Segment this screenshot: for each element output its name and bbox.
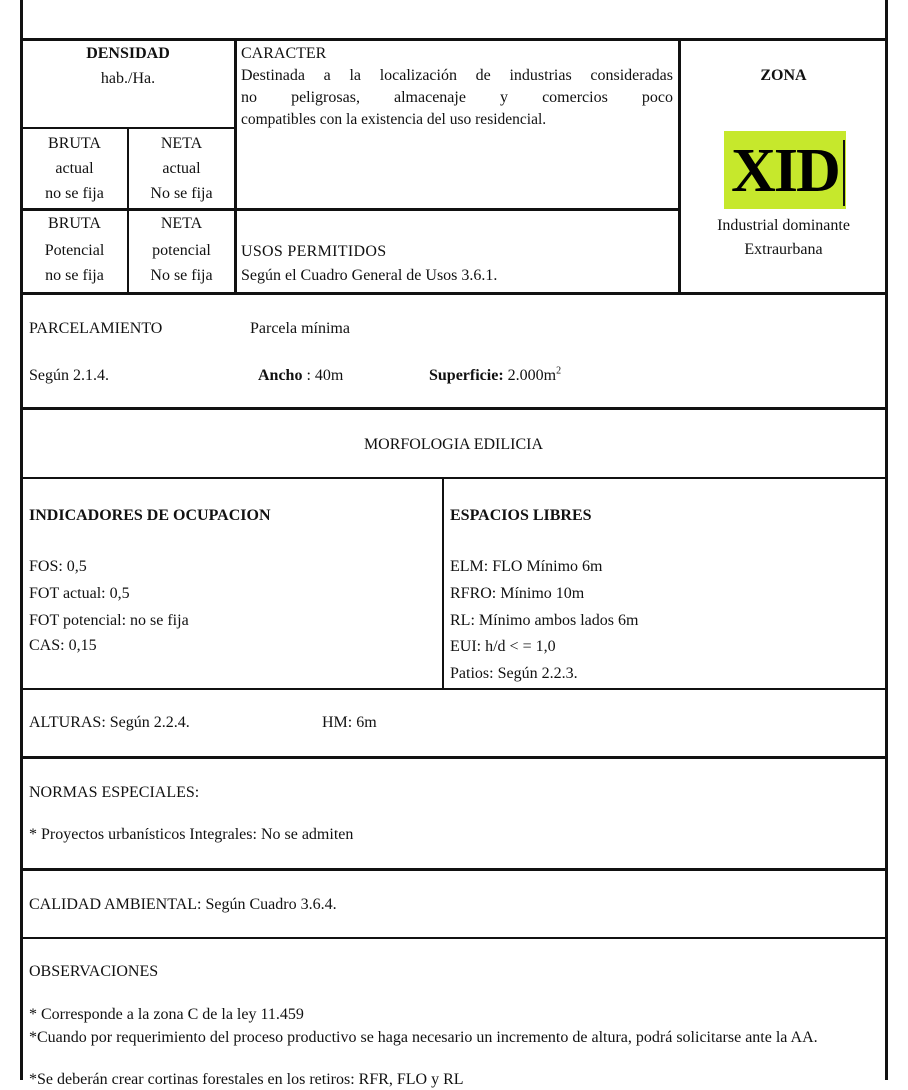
- table-right-border: [885, 0, 888, 1080]
- divider: [20, 937, 888, 939]
- normas-text: * Proyectos urbanísticos Integrales: No se admiten: [29, 826, 354, 843]
- neta-potencial-value: No se fija: [150, 267, 213, 284]
- neta-actual-label: NETA: [160, 135, 203, 152]
- ancho-label: Ancho: [258, 367, 303, 384]
- neta-actual-sub: actual: [162, 160, 201, 177]
- parcelamiento-title: PARCELAMIENTO: [29, 320, 163, 337]
- divider: [20, 868, 888, 871]
- divider: [20, 38, 888, 41]
- divider: [678, 38, 681, 294]
- observacion-3: *Se deberán crear cortinas forestales en los retiros: RFR, FLO y RL: [29, 1071, 464, 1088]
- indicadores-title: INDICADORES DE OCUPACION: [29, 507, 271, 524]
- superficie-value: 2.000m: [507, 367, 557, 384]
- espacios-title: ESPACIOS LIBRES: [450, 507, 592, 524]
- zona-desc-1: Industrial dominante: [717, 217, 850, 234]
- morfologia-title: MORFOLOGIA EDILICIA: [363, 436, 544, 453]
- divider: [20, 477, 888, 479]
- badge-edge: [843, 140, 845, 206]
- divider: [20, 688, 888, 690]
- observacion-2: *Cuando por requerimiento del proceso productivo se haga necesario un incremento de altura, podrá solicitarse ante la AA.: [29, 1029, 818, 1046]
- zona-title: ZONA: [760, 67, 807, 84]
- hm-label: HM:: [322, 714, 353, 731]
- usos-text: Según el Cuadro General de Usos 3.6.1.: [241, 267, 498, 284]
- alturas-label: ALTURAS:: [29, 714, 106, 731]
- calidad-label: CALIDAD AMBIENTAL:: [29, 896, 202, 913]
- densidad-unit: hab./Ha.: [100, 70, 156, 87]
- densidad-title: DENSIDAD: [86, 45, 170, 62]
- divider: [20, 292, 888, 295]
- observaciones-title: OBSERVACIONES: [29, 963, 159, 980]
- divider: [20, 407, 888, 410]
- indicador-fos: FOS: 0,5: [29, 558, 87, 575]
- caracter-title: CARACTER: [241, 45, 327, 62]
- espacio-rfro: RFRO: Mínimo 10m: [450, 585, 585, 602]
- ancho-value: : 40m: [306, 367, 344, 384]
- usos-title: USOS PERMITIDOS: [241, 243, 387, 260]
- zona-desc-2: Extraurbana: [744, 241, 823, 258]
- espacio-rl: RL: Mínimo ambos lados 6m: [450, 612, 639, 629]
- caracter-line: Destinada a la localización de industrias consideradas: [241, 67, 673, 84]
- espacio-eui: EUI: h/d < = 1,0: [450, 638, 556, 655]
- caracter-line: no peligrosas, almacenaje y comercios poco: [241, 89, 673, 106]
- parcelamiento-ref: Según 2.1.4.: [29, 367, 109, 384]
- neta-potencial-label: NETA: [160, 215, 203, 232]
- espacio-elm: ELM: FLO Mínimo 6m: [450, 558, 603, 575]
- calidad-text: Según Cuadro 3.6.4.: [205, 896, 337, 913]
- alturas-ref: Según 2.2.4.: [109, 714, 190, 731]
- caracter-line: compatibles con la existencia del uso residencial.: [241, 111, 547, 128]
- parcela-minima: Parcela mínima: [250, 320, 350, 337]
- superficie-exp: 2: [556, 365, 562, 377]
- divider: [234, 38, 237, 294]
- bruta-actual-sub: actual: [55, 160, 94, 177]
- bruta-actual-value: no se fija: [45, 185, 104, 202]
- espacio-patios: Patios: Según 2.2.3.: [450, 665, 578, 682]
- neta-actual-value: No se fija: [150, 185, 213, 202]
- indicador-cas: CAS: 0,15: [29, 637, 97, 654]
- zona-code-badge: XID: [724, 131, 846, 209]
- bruta-potencial-label: BRUTA: [48, 215, 101, 232]
- indicador-fot-actual: FOT actual: 0,5: [29, 585, 130, 602]
- bruta-actual-label: BRUTA: [48, 135, 101, 152]
- normas-title: NORMAS ESPECIALES:: [29, 784, 200, 801]
- divider: [20, 756, 888, 759]
- divider: [442, 477, 444, 689]
- hm-value: 6m: [356, 714, 377, 731]
- observacion-1: * Corresponde a la zona C de la ley 11.459: [29, 1006, 304, 1023]
- bruta-potencial-sub: Potencial: [44, 242, 105, 259]
- indicador-fot-potencial: FOT potencial: no se fija: [29, 612, 189, 629]
- divider: [20, 208, 680, 211]
- superficie-label: Superficie:: [429, 367, 504, 384]
- bruta-potencial-value: no se fija: [45, 267, 104, 284]
- neta-potencial-sub: potencial: [152, 242, 211, 259]
